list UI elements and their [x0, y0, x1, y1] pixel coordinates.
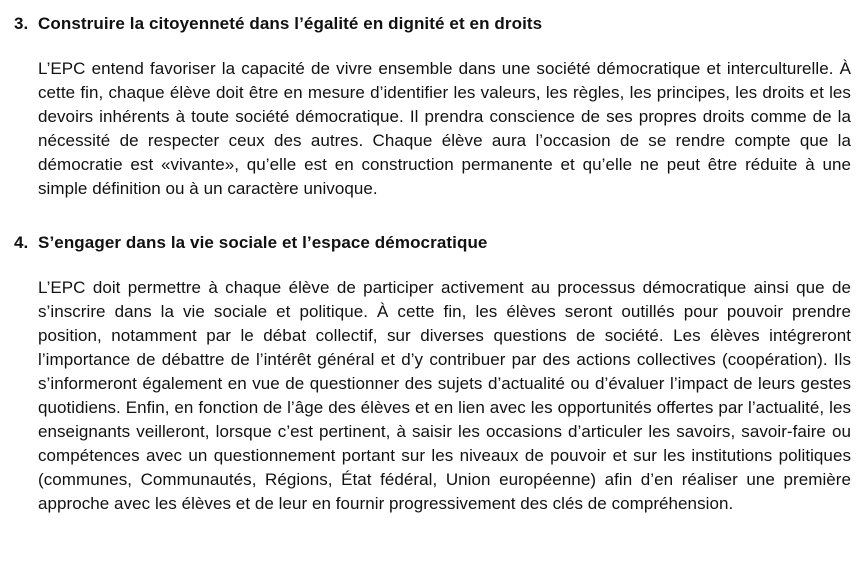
- section-4-heading-text: S’engager dans la vie sociale et l’espace démocratique: [38, 233, 488, 252]
- section-3-paragraph: L’EPC entend favoriser la capacité de vivre ensemble dans une société démocratique et interculturelle. À cette fin, chaque élève doit être en mesure d’identifier les valeurs, les règles, les principes, les droits et les devoirs inhérents à toute société démocratique. Il prendra conscience de ses propres droits comme de la nécessité de respecter ceux des autres. Chaque élève aura l’occasion de se rendre compte que la démocratie est «vivante», qu’elle est en construction permanente et qu’elle ne peut être réduite à une simple définition ou à un caractère univoque.: [38, 59, 851, 198]
- section-3: [14, 13, 851, 201]
- section-3-heading: [14, 13, 851, 34]
- section-4-paragraph: L’EPC doit permettre à chaque élève de participer activement au processus démocratique ainsi que de s’inscrire dans la vie sociale et politique. À cette fin, les élèves seront outillés pour pouvoir prendre position, notamment par le débat collectif, sur diverses questions de société. Les élèves intégreront l’importance de débattre de l’intérêt général et d’y contribuer par des actions collectives (coopération). Ils s’informeront également en vue de questionner des sujets d’actualité ou d’évaluer l’impact de leurs gestes quotidiens. Enfin, en fonction de l’âge des élèves et en lien avec les opportunités offertes par l’actualité, les enseignants veilleront, lorsque c’est pertinent, à saisir les occasions d’articuler les savoirs, savoir-faire ou compétences avec un questionnement portant sur les niveaux de pouvoir et sur les institutions politiques (communes, Communautés, Régions, État fédéral, Union européenne) afin d’en réaliser une première approche avec les élèves et de leur en fournir progressivement des clés de compréhension.: [38, 278, 851, 513]
- section-3-heading-text: Construire la citoyenneté dans l’égalité en dignité et en droits: [38, 14, 543, 33]
- section-4-number: 4.: [14, 233, 29, 252]
- section-3-number: 3.: [14, 14, 29, 33]
- section-4-heading: [14, 232, 851, 253]
- section-4: [14, 232, 851, 516]
